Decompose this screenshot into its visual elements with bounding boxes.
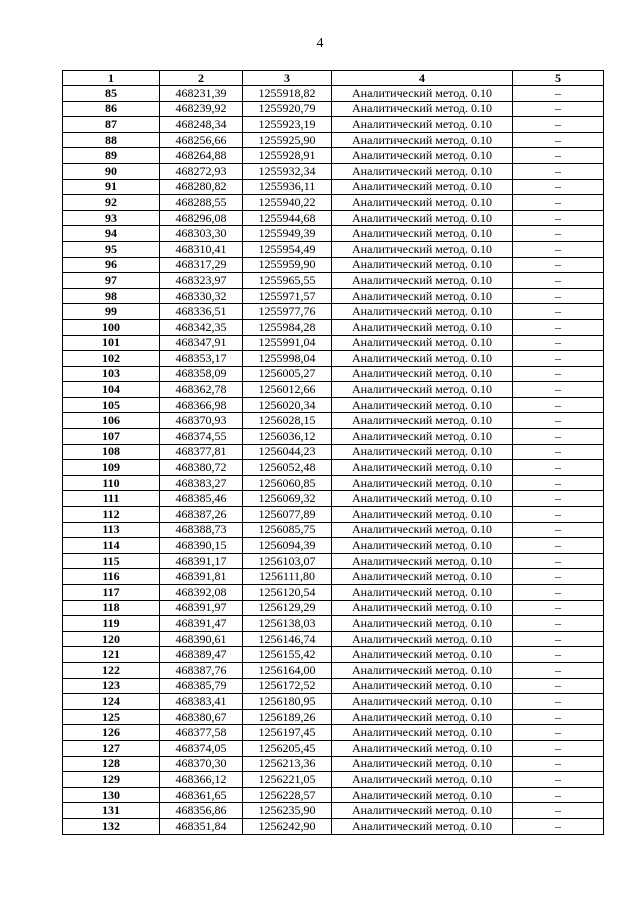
note-cell: – xyxy=(513,210,604,226)
table-row xyxy=(63,616,604,632)
table-row xyxy=(63,475,604,491)
y-coordinate-cell: 1256242,90 xyxy=(243,818,332,834)
x-coordinate-cell: 468370,30 xyxy=(160,756,243,772)
note-cell: – xyxy=(513,132,604,148)
x-coordinate-cell: 468361,65 xyxy=(160,787,243,803)
note-cell: – xyxy=(513,304,604,320)
x-coordinate-cell: 468303,30 xyxy=(160,226,243,242)
table-row xyxy=(63,803,604,819)
note-cell: – xyxy=(513,740,604,756)
method-cell: Аналитический метод. 0.10 xyxy=(332,101,513,117)
x-coordinate-cell: 468391,81 xyxy=(160,569,243,585)
y-coordinate-cell: 1256077,89 xyxy=(243,507,332,523)
method-cell: Аналитический метод. 0.10 xyxy=(332,818,513,834)
point-number-cell: 124 xyxy=(63,694,160,710)
method-cell: Аналитический метод. 0.10 xyxy=(332,319,513,335)
point-number-cell: 103 xyxy=(63,366,160,382)
y-coordinate-cell: 1256020,34 xyxy=(243,397,332,413)
x-coordinate-cell: 468358,09 xyxy=(160,366,243,382)
table-row xyxy=(63,709,604,725)
method-cell: Аналитический метод. 0.10 xyxy=(332,616,513,632)
x-coordinate-cell: 468353,17 xyxy=(160,351,243,367)
note-cell: – xyxy=(513,709,604,725)
method-cell: Аналитический метод. 0.10 xyxy=(332,725,513,741)
method-cell: Аналитический метод. 0.10 xyxy=(332,132,513,148)
page-number: 4 xyxy=(316,36,324,51)
column-header-5: 5 xyxy=(513,71,604,86)
x-coordinate-cell: 468330,32 xyxy=(160,288,243,304)
y-coordinate-cell: 1256180,95 xyxy=(243,694,332,710)
point-number-cell: 92 xyxy=(63,195,160,211)
y-coordinate-cell: 1256028,15 xyxy=(243,413,332,429)
y-coordinate-cell: 1255984,28 xyxy=(243,319,332,335)
x-coordinate-cell: 468377,58 xyxy=(160,725,243,741)
note-cell: – xyxy=(513,569,604,585)
method-cell: Аналитический метод. 0.10 xyxy=(332,413,513,429)
point-number-cell: 110 xyxy=(63,475,160,491)
method-cell: Аналитический метод. 0.10 xyxy=(332,631,513,647)
method-cell: Аналитический метод. 0.10 xyxy=(332,226,513,242)
table-row xyxy=(63,86,604,102)
note-cell: – xyxy=(513,86,604,102)
note-cell: – xyxy=(513,288,604,304)
method-cell: Аналитический метод. 0.10 xyxy=(332,195,513,211)
note-cell: – xyxy=(513,772,604,788)
y-coordinate-cell: 1256036,12 xyxy=(243,429,332,445)
y-coordinate-cell: 1256111,80 xyxy=(243,569,332,585)
point-number-cell: 97 xyxy=(63,273,160,289)
note-cell: – xyxy=(513,226,604,242)
method-cell: Аналитический метод. 0.10 xyxy=(332,163,513,179)
note-cell: – xyxy=(513,491,604,507)
column-header-4: 4 xyxy=(332,71,513,86)
note-cell: – xyxy=(513,366,604,382)
note-cell: – xyxy=(513,538,604,554)
point-number-cell: 95 xyxy=(63,241,160,257)
table-row xyxy=(63,413,604,429)
point-number-cell: 130 xyxy=(63,787,160,803)
table-row xyxy=(63,163,604,179)
y-coordinate-cell: 1256155,42 xyxy=(243,647,332,663)
method-cell: Аналитический метод. 0.10 xyxy=(332,553,513,569)
x-coordinate-cell: 468280,82 xyxy=(160,179,243,195)
point-number-cell: 117 xyxy=(63,585,160,601)
point-number-cell: 131 xyxy=(63,803,160,819)
method-cell: Аналитический метод. 0.10 xyxy=(332,507,513,523)
table-row xyxy=(63,787,604,803)
method-cell: Аналитический метод. 0.10 xyxy=(332,678,513,694)
point-number-cell: 129 xyxy=(63,772,160,788)
y-coordinate-cell: 1256120,54 xyxy=(243,585,332,601)
point-number-cell: 99 xyxy=(63,304,160,320)
y-coordinate-cell: 1256012,66 xyxy=(243,382,332,398)
note-cell: – xyxy=(513,818,604,834)
x-coordinate-cell: 468336,51 xyxy=(160,304,243,320)
y-coordinate-cell: 1255928,91 xyxy=(243,148,332,164)
table-row xyxy=(63,740,604,756)
note-cell: – xyxy=(513,444,604,460)
point-number-cell: 85 xyxy=(63,86,160,102)
y-coordinate-cell: 1256164,00 xyxy=(243,662,332,678)
y-coordinate-cell: 1255932,34 xyxy=(243,163,332,179)
table-row xyxy=(63,538,604,554)
point-number-cell: 94 xyxy=(63,226,160,242)
y-coordinate-cell: 1256044,23 xyxy=(243,444,332,460)
point-number-cell: 128 xyxy=(63,756,160,772)
table-row xyxy=(63,491,604,507)
table-header-row xyxy=(63,71,604,86)
x-coordinate-cell: 468296,08 xyxy=(160,210,243,226)
y-coordinate-cell: 1256205,45 xyxy=(243,740,332,756)
method-cell: Аналитический метод. 0.10 xyxy=(332,382,513,398)
note-cell: – xyxy=(513,117,604,133)
table-row xyxy=(63,288,604,304)
method-cell: Аналитический метод. 0.10 xyxy=(332,803,513,819)
point-number-cell: 100 xyxy=(63,319,160,335)
x-coordinate-cell: 468347,91 xyxy=(160,335,243,351)
x-coordinate-cell: 468392,08 xyxy=(160,585,243,601)
table-row xyxy=(63,226,604,242)
method-cell: Аналитический метод. 0.10 xyxy=(332,694,513,710)
method-cell: Аналитический метод. 0.10 xyxy=(332,335,513,351)
point-number-cell: 114 xyxy=(63,538,160,554)
table-row xyxy=(63,553,604,569)
y-coordinate-cell: 1255959,90 xyxy=(243,257,332,273)
table-row xyxy=(63,351,604,367)
note-cell: – xyxy=(513,179,604,195)
note-cell: – xyxy=(513,725,604,741)
table-row xyxy=(63,694,604,710)
table-row xyxy=(63,756,604,772)
note-cell: – xyxy=(513,195,604,211)
x-coordinate-cell: 468383,27 xyxy=(160,475,243,491)
x-coordinate-cell: 468231,39 xyxy=(160,86,243,102)
point-number-cell: 106 xyxy=(63,413,160,429)
method-cell: Аналитический метод. 0.10 xyxy=(332,585,513,601)
x-coordinate-cell: 468380,67 xyxy=(160,709,243,725)
x-coordinate-cell: 468366,12 xyxy=(160,772,243,788)
y-coordinate-cell: 1256060,85 xyxy=(243,475,332,491)
table-row xyxy=(63,132,604,148)
y-coordinate-cell: 1256103,07 xyxy=(243,553,332,569)
x-coordinate-cell: 468391,47 xyxy=(160,616,243,632)
x-coordinate-cell: 468389,47 xyxy=(160,647,243,663)
table-row xyxy=(63,631,604,647)
note-cell: – xyxy=(513,273,604,289)
x-coordinate-cell: 468387,76 xyxy=(160,662,243,678)
x-coordinate-cell: 468310,41 xyxy=(160,241,243,257)
table-row xyxy=(63,772,604,788)
note-cell: – xyxy=(513,351,604,367)
method-cell: Аналитический метод. 0.10 xyxy=(332,647,513,663)
note-cell: – xyxy=(513,397,604,413)
x-coordinate-cell: 468288,55 xyxy=(160,195,243,211)
point-number-cell: 123 xyxy=(63,678,160,694)
y-coordinate-cell: 1255971,57 xyxy=(243,288,332,304)
x-coordinate-cell: 468317,29 xyxy=(160,257,243,273)
y-coordinate-cell: 1256085,75 xyxy=(243,522,332,538)
x-coordinate-cell: 468391,17 xyxy=(160,553,243,569)
table-row xyxy=(63,366,604,382)
method-cell: Аналитический метод. 0.10 xyxy=(332,709,513,725)
column-header-3: 3 xyxy=(243,71,332,86)
point-number-cell: 104 xyxy=(63,382,160,398)
x-coordinate-cell: 468374,55 xyxy=(160,429,243,445)
point-number-cell: 105 xyxy=(63,397,160,413)
table-row xyxy=(63,148,604,164)
method-cell: Аналитический метод. 0.10 xyxy=(332,756,513,772)
point-number-cell: 96 xyxy=(63,257,160,273)
method-cell: Аналитический метод. 0.10 xyxy=(332,210,513,226)
point-number-cell: 109 xyxy=(63,460,160,476)
note-cell: – xyxy=(513,241,604,257)
method-cell: Аналитический метод. 0.10 xyxy=(332,475,513,491)
table-row xyxy=(63,257,604,273)
method-cell: Аналитический метод. 0.10 xyxy=(332,662,513,678)
method-cell: Аналитический метод. 0.10 xyxy=(332,397,513,413)
x-coordinate-cell: 468342,35 xyxy=(160,319,243,335)
method-cell: Аналитический метод. 0.10 xyxy=(332,304,513,320)
x-coordinate-cell: 468248,34 xyxy=(160,117,243,133)
method-cell: Аналитический метод. 0.10 xyxy=(332,787,513,803)
x-coordinate-cell: 468370,93 xyxy=(160,413,243,429)
table-row xyxy=(63,818,604,834)
column-header-2: 2 xyxy=(160,71,243,86)
x-coordinate-cell: 468362,78 xyxy=(160,382,243,398)
x-coordinate-cell: 468380,72 xyxy=(160,460,243,476)
table-row xyxy=(63,397,604,413)
table-row xyxy=(63,725,604,741)
note-cell: – xyxy=(513,460,604,476)
table-row xyxy=(63,335,604,351)
point-number-cell: 119 xyxy=(63,616,160,632)
table-row xyxy=(63,179,604,195)
method-cell: Аналитический метод. 0.10 xyxy=(332,366,513,382)
x-coordinate-cell: 468391,97 xyxy=(160,600,243,616)
note-cell: – xyxy=(513,148,604,164)
table-row xyxy=(63,101,604,117)
column-header-1: 1 xyxy=(63,71,160,86)
method-cell: Аналитический метод. 0.10 xyxy=(332,740,513,756)
point-number-cell: 89 xyxy=(63,148,160,164)
table-row xyxy=(63,444,604,460)
x-coordinate-cell: 468374,05 xyxy=(160,740,243,756)
y-coordinate-cell: 1256228,57 xyxy=(243,787,332,803)
method-cell: Аналитический метод. 0.10 xyxy=(332,179,513,195)
y-coordinate-cell: 1255991,04 xyxy=(243,335,332,351)
point-number-cell: 93 xyxy=(63,210,160,226)
method-cell: Аналитический метод. 0.10 xyxy=(332,772,513,788)
table-row xyxy=(63,647,604,663)
note-cell: – xyxy=(513,522,604,538)
x-coordinate-cell: 468366,98 xyxy=(160,397,243,413)
y-coordinate-cell: 1256138,03 xyxy=(243,616,332,632)
point-number-cell: 115 xyxy=(63,553,160,569)
point-number-cell: 132 xyxy=(63,818,160,834)
method-cell: Аналитический метод. 0.10 xyxy=(332,460,513,476)
x-coordinate-cell: 468323,97 xyxy=(160,273,243,289)
note-cell: – xyxy=(513,475,604,491)
y-coordinate-cell: 1255949,39 xyxy=(243,226,332,242)
table-row xyxy=(63,382,604,398)
y-coordinate-cell: 1255944,68 xyxy=(243,210,332,226)
x-coordinate-cell: 468390,61 xyxy=(160,631,243,647)
y-coordinate-cell: 1255998,04 xyxy=(243,351,332,367)
y-coordinate-cell: 1256197,45 xyxy=(243,725,332,741)
y-coordinate-cell: 1256005,27 xyxy=(243,366,332,382)
coordinates-table xyxy=(62,70,604,835)
method-cell: Аналитический метод. 0.10 xyxy=(332,600,513,616)
table-row xyxy=(63,429,604,445)
note-cell: – xyxy=(513,616,604,632)
y-coordinate-cell: 1255923,19 xyxy=(243,117,332,133)
point-number-cell: 116 xyxy=(63,569,160,585)
y-coordinate-cell: 1255965,55 xyxy=(243,273,332,289)
x-coordinate-cell: 468377,81 xyxy=(160,444,243,460)
point-number-cell: 113 xyxy=(63,522,160,538)
x-coordinate-cell: 468385,79 xyxy=(160,678,243,694)
note-cell: – xyxy=(513,382,604,398)
point-number-cell: 101 xyxy=(63,335,160,351)
point-number-cell: 90 xyxy=(63,163,160,179)
table-row xyxy=(63,600,604,616)
method-cell: Аналитический метод. 0.10 xyxy=(332,569,513,585)
point-number-cell: 111 xyxy=(63,491,160,507)
note-cell: – xyxy=(513,101,604,117)
table-row xyxy=(63,662,604,678)
y-coordinate-cell: 1256235,90 xyxy=(243,803,332,819)
point-number-cell: 87 xyxy=(63,117,160,133)
note-cell: – xyxy=(513,803,604,819)
y-coordinate-cell: 1255920,79 xyxy=(243,101,332,117)
point-number-cell: 86 xyxy=(63,101,160,117)
point-number-cell: 102 xyxy=(63,351,160,367)
point-number-cell: 122 xyxy=(63,662,160,678)
table-row xyxy=(63,585,604,601)
method-cell: Аналитический метод. 0.10 xyxy=(332,288,513,304)
method-cell: Аналитический метод. 0.10 xyxy=(332,444,513,460)
point-number-cell: 126 xyxy=(63,725,160,741)
y-coordinate-cell: 1256221,05 xyxy=(243,772,332,788)
y-coordinate-cell: 1256172,52 xyxy=(243,678,332,694)
point-number-cell: 88 xyxy=(63,132,160,148)
table-row xyxy=(63,522,604,538)
note-cell: – xyxy=(513,600,604,616)
table-row xyxy=(63,507,604,523)
table-row xyxy=(63,241,604,257)
note-cell: – xyxy=(513,678,604,694)
note-cell: – xyxy=(513,756,604,772)
y-coordinate-cell: 1255925,90 xyxy=(243,132,332,148)
table-row xyxy=(63,678,604,694)
method-cell: Аналитический метод. 0.10 xyxy=(332,117,513,133)
y-coordinate-cell: 1256146,74 xyxy=(243,631,332,647)
note-cell: – xyxy=(513,413,604,429)
method-cell: Аналитический метод. 0.10 xyxy=(332,429,513,445)
note-cell: – xyxy=(513,429,604,445)
x-coordinate-cell: 468390,15 xyxy=(160,538,243,554)
y-coordinate-cell: 1256189,26 xyxy=(243,709,332,725)
note-cell: – xyxy=(513,662,604,678)
note-cell: – xyxy=(513,694,604,710)
point-number-cell: 121 xyxy=(63,647,160,663)
x-coordinate-cell: 468383,41 xyxy=(160,694,243,710)
x-coordinate-cell: 468264,88 xyxy=(160,148,243,164)
table-row xyxy=(63,117,604,133)
point-number-cell: 125 xyxy=(63,709,160,725)
table-row xyxy=(63,569,604,585)
note-cell: – xyxy=(513,257,604,273)
x-coordinate-cell: 468388,73 xyxy=(160,522,243,538)
method-cell: Аналитический метод. 0.10 xyxy=(332,257,513,273)
note-cell: – xyxy=(513,647,604,663)
method-cell: Аналитический метод. 0.10 xyxy=(332,273,513,289)
table-row xyxy=(63,195,604,211)
y-coordinate-cell: 1256094,39 xyxy=(243,538,332,554)
note-cell: – xyxy=(513,631,604,647)
y-coordinate-cell: 1255936,11 xyxy=(243,179,332,195)
table-row xyxy=(63,210,604,226)
y-coordinate-cell: 1256052,48 xyxy=(243,460,332,476)
note-cell: – xyxy=(513,585,604,601)
point-number-cell: 107 xyxy=(63,429,160,445)
point-number-cell: 120 xyxy=(63,631,160,647)
point-number-cell: 98 xyxy=(63,288,160,304)
y-coordinate-cell: 1255977,76 xyxy=(243,304,332,320)
y-coordinate-cell: 1256069,32 xyxy=(243,491,332,507)
x-coordinate-cell: 468256,66 xyxy=(160,132,243,148)
x-coordinate-cell: 468356,86 xyxy=(160,803,243,819)
method-cell: Аналитический метод. 0.10 xyxy=(332,148,513,164)
note-cell: – xyxy=(513,319,604,335)
method-cell: Аналитический метод. 0.10 xyxy=(332,351,513,367)
table-row xyxy=(63,273,604,289)
note-cell: – xyxy=(513,163,604,179)
x-coordinate-cell: 468272,93 xyxy=(160,163,243,179)
table-row xyxy=(63,304,604,320)
y-coordinate-cell: 1255918,82 xyxy=(243,86,332,102)
point-number-cell: 108 xyxy=(63,444,160,460)
y-coordinate-cell: 1255940,22 xyxy=(243,195,332,211)
x-coordinate-cell: 468351,84 xyxy=(160,818,243,834)
point-number-cell: 127 xyxy=(63,740,160,756)
table-body xyxy=(63,86,604,835)
table-row xyxy=(63,319,604,335)
x-coordinate-cell: 468385,46 xyxy=(160,491,243,507)
y-coordinate-cell: 1256213,36 xyxy=(243,756,332,772)
note-cell: – xyxy=(513,507,604,523)
x-coordinate-cell: 468239,92 xyxy=(160,101,243,117)
method-cell: Аналитический метод. 0.10 xyxy=(332,241,513,257)
point-number-cell: 112 xyxy=(63,507,160,523)
y-coordinate-cell: 1255954,49 xyxy=(243,241,332,257)
method-cell: Аналитический метод. 0.10 xyxy=(332,538,513,554)
note-cell: – xyxy=(513,553,604,569)
method-cell: Аналитический метод. 0.10 xyxy=(332,86,513,102)
note-cell: – xyxy=(513,335,604,351)
point-number-cell: 91 xyxy=(63,179,160,195)
method-cell: Аналитический метод. 0.10 xyxy=(332,522,513,538)
x-coordinate-cell: 468387,26 xyxy=(160,507,243,523)
y-coordinate-cell: 1256129,29 xyxy=(243,600,332,616)
point-number-cell: 118 xyxy=(63,600,160,616)
table-row xyxy=(63,460,604,476)
note-cell: – xyxy=(513,787,604,803)
method-cell: Аналитический метод. 0.10 xyxy=(332,491,513,507)
